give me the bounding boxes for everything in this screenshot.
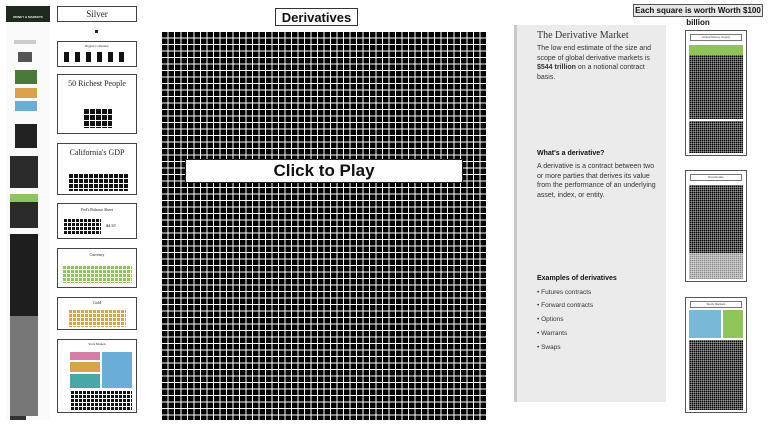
info-heading: The Derivative Market	[537, 30, 629, 41]
minimap-dots	[14, 40, 36, 44]
minimap-small-blocks	[18, 52, 32, 62]
thumbnail-california-gdp[interactable]	[57, 143, 137, 195]
thumbnail-currency-label: Currency	[89, 252, 105, 257]
intro-text-a: The low end estimate of the size and scope of global derivative markets is	[537, 45, 652, 62]
fed-note: $4.5T	[106, 223, 117, 228]
preview-real-estate[interactable]	[685, 170, 747, 282]
intro-text-b: on a notional contract basis.	[537, 64, 645, 81]
derivatives-square-grid	[161, 31, 486, 420]
example-item: • Warrants	[537, 330, 568, 337]
minimap-brand: MONEY & MARKETS	[13, 15, 43, 19]
preview-real-estate-grid	[689, 185, 743, 253]
minimap-color-block	[15, 101, 37, 111]
preview-money-green	[689, 45, 743, 55]
preview-money-grid-bottom	[689, 121, 743, 153]
example-item: • Futures contracts	[537, 289, 592, 296]
minimap-gray-block	[10, 316, 38, 416]
minimap-banner	[6, 6, 50, 22]
preview-stock-grid	[689, 340, 743, 410]
minimap-orange-block	[15, 88, 37, 98]
silver-dot	[95, 30, 98, 33]
thumbnail-stock-markets[interactable]	[57, 339, 137, 413]
fed-squares	[63, 218, 101, 234]
section-title: Derivatives	[275, 8, 358, 26]
thumbnail-richest-people[interactable]	[57, 74, 137, 134]
thumbnail-currency[interactable]	[57, 248, 137, 288]
scale-note: Each square is worth Worth $100 billion	[633, 4, 763, 17]
minimap-green-strip	[10, 194, 38, 202]
preview-real-estate-label: Real Estate	[690, 174, 742, 181]
preview-stock-blue	[689, 310, 721, 338]
thumbnail-silver-label: Silver	[86, 9, 108, 19]
thumbnail-gold[interactable]	[57, 297, 137, 330]
minimap-derivatives-block	[10, 156, 38, 188]
minimap-blue-strip	[10, 202, 38, 228]
derivative-question: What's a derivative?	[537, 150, 605, 157]
preview-stock-label: Stock Markets	[690, 301, 742, 308]
preview-global-money-supply[interactable]	[685, 30, 747, 156]
preview-stock-markets[interactable]	[685, 297, 747, 413]
info-panel-accent	[514, 25, 517, 402]
example-item: • Options	[537, 316, 564, 323]
preview-money-label: Global Money Supply	[690, 34, 742, 41]
stock-teal	[70, 374, 100, 388]
stock-dark	[70, 390, 132, 410]
california-squares	[68, 173, 128, 191]
minimap-large-block	[10, 234, 38, 316]
stock-orange	[70, 362, 100, 372]
stock-pink	[70, 352, 100, 360]
company-bars	[64, 52, 130, 62]
example-item: • Forward contracts	[537, 302, 594, 309]
preview-money-grid-top	[689, 55, 743, 119]
preview-stock-green	[723, 310, 743, 338]
minimap-green-block	[15, 70, 37, 84]
thumbnail-biggest-companies[interactable]	[57, 41, 137, 67]
thumbnail-gold-label: Gold	[93, 300, 101, 305]
examples-heading: Examples of derivatives	[537, 275, 617, 282]
minimap-footer	[10, 416, 26, 420]
thumbnail-richest-label: 50 Richest People	[68, 79, 126, 88]
thumbnail-fed-label: Fed's Balance Sheet	[80, 207, 114, 212]
thumbnail-california-label: California's GDP	[69, 148, 125, 157]
intro-amount: $544 trillion	[537, 64, 576, 71]
preview-real-estate-gray	[689, 253, 743, 279]
richest-squares	[83, 108, 112, 128]
thumbnail-fed-balance-sheet[interactable]	[57, 203, 137, 239]
derivative-definition: A derivative is a contract between two or more parties that derives its value from the performance of an underlying asset, index, or entity.	[537, 163, 656, 199]
overview-minimap[interactable]	[6, 6, 50, 420]
thumbnail-silver[interactable]	[57, 6, 137, 22]
minimap-dark-block	[15, 124, 37, 148]
info-intro	[537, 44, 652, 82]
example-item: • Swaps	[537, 344, 561, 351]
thumbnail-companies-label: Biggest Companies	[85, 44, 109, 48]
play-button[interactable]: Click to Play	[185, 159, 463, 183]
stock-blue	[102, 352, 132, 388]
thumbnail-stock-label: Stock Markets	[88, 342, 106, 346]
gold-squares	[68, 309, 126, 327]
currency-squares	[62, 265, 132, 283]
